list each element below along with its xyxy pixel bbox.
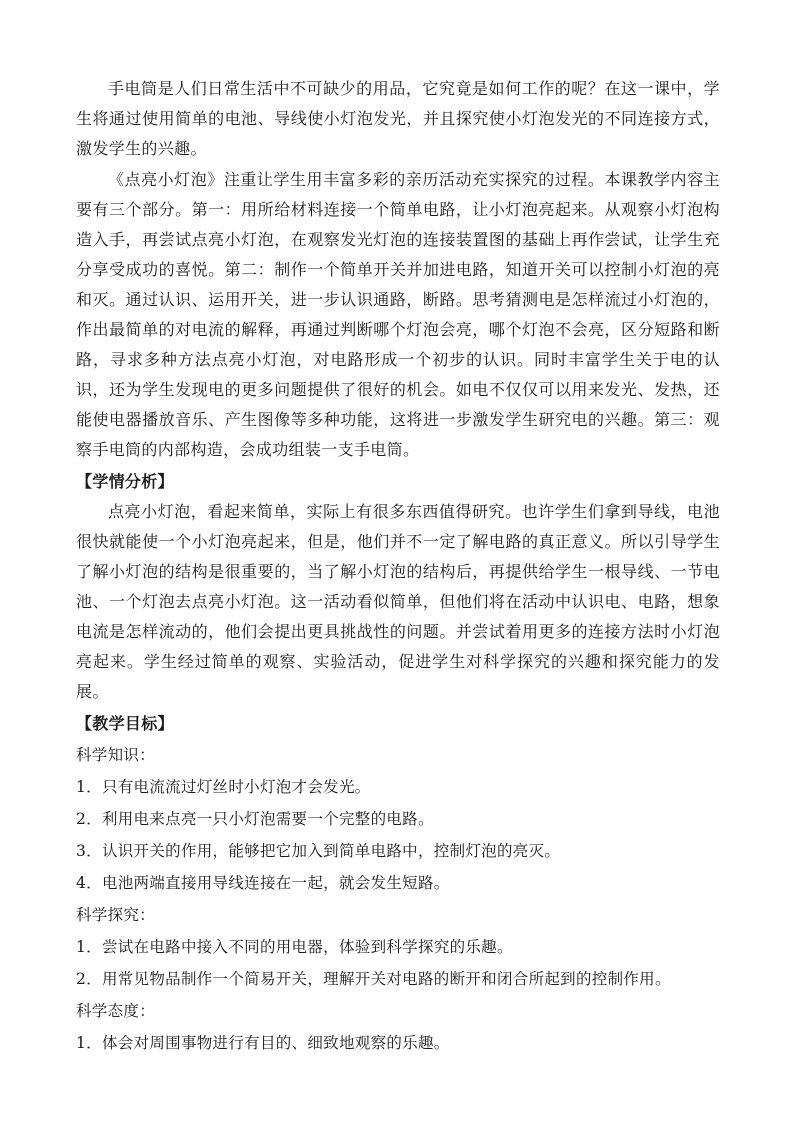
inquiry-item: 1．尝试在电路中接入不同的用电器，体验到科学探究的乐趣。 bbox=[76, 938, 513, 956]
learning-analysis-heading: 【学情分析】 bbox=[76, 472, 174, 491]
knowledge-item: 3．认识开关的作用，能够把它加入到简单电路中，控制灯泡的亮灭。 bbox=[76, 842, 561, 860]
content-paragraph: 《点亮小灯泡》注重让学生用丰富多彩的亲历活动充实探究的过程。本课教学内容主要有三个部分。第一：用所给材料连接一个简单电路，让小灯泡亮起来。从观察小灯泡构造入手，再尝试点亮小灯泡，在观察发光灯泡的连接装置图的基础上再作尝试，让学生充分享受成功的喜悦。第二：制作一个简单开关并加进电路，知道开关可以控制小灯泡的亮和灭。通过认识、运用开关，进一步认识通路，断路。思考猜测电是怎样流过小灯泡的，作出最简单的对电流的解释，再通过判断哪个灯泡会亮，哪个灯泡不会亮，区分短路和断路，寻求多种方法点亮小灯泡，对电路形成一个初步的认识。同时丰富学生关于电的认识，还为学生发现电的更多问题提供了很好的机会。如电不仅仅可以用来发光、发热，还能使电器播放音乐、产生图像等多种功能，这将进一步激发学生研究电的兴趣。第三：观察手电筒的内部构造，会成功组装一支手电筒。 bbox=[76, 170, 720, 459]
attitude-item: 1．体会对周围事物进行有目的、细致地观察的乐趣。 bbox=[76, 1034, 450, 1052]
teaching-objectives-heading: 【教学目标】 bbox=[76, 714, 174, 733]
attitude-title: 科学态度： bbox=[76, 1002, 156, 1020]
inquiry-item: 2．用常见物品制作一个简易开关，理解开关对电路的断开和闭合所起到的控制作用。 bbox=[76, 970, 671, 988]
document-page bbox=[76, 74, 720, 1059]
learning-analysis-paragraph: 点亮小灯泡，看起来简单，实际上有很多东西值得研究。也许学生们拿到导线，电池很快就能使一个小灯泡亮起来，但是，他们并不一定了解电路的真正意义。所以引导学生了解小灯泡的结构是很重要的，当了解小灯泡的结构后，再提供给学生一根导线、一节电池、一个灯泡去点亮小灯泡。这一活动看似简单，但他们将在活动中认识电、电路，想象电流是怎样流动的，他们会提出更具挑战性的问题。并尝试着用更多的连接方法时小灯泡亮起来。学生经过简单的观察、实验活动，促进学生对科学探究的兴趣和探究能力的发展。 bbox=[76, 502, 720, 701]
knowledge-item: 2．利用电来点亮一只小灯泡需要一个完整的电路。 bbox=[76, 810, 434, 828]
knowledge-item: 1．只有电流流过灯丝时小灯泡才会发光。 bbox=[76, 778, 371, 796]
intro-paragraph: 手电筒是人们日常生活中不可缺少的用品，它究竟是如何工作的呢？在这一课中，学生将通过使用简单的电池、导线使小灯泡发光，并且探究使小灯泡发光的不同连接方式，激发学生的兴趣。 bbox=[76, 79, 720, 158]
knowledge-item: 4．电池两端直接用导线连接在一起，就会发生短路。 bbox=[76, 874, 450, 892]
inquiry-title: 科学探究： bbox=[76, 906, 156, 924]
knowledge-title: 科学知识： bbox=[76, 746, 156, 764]
